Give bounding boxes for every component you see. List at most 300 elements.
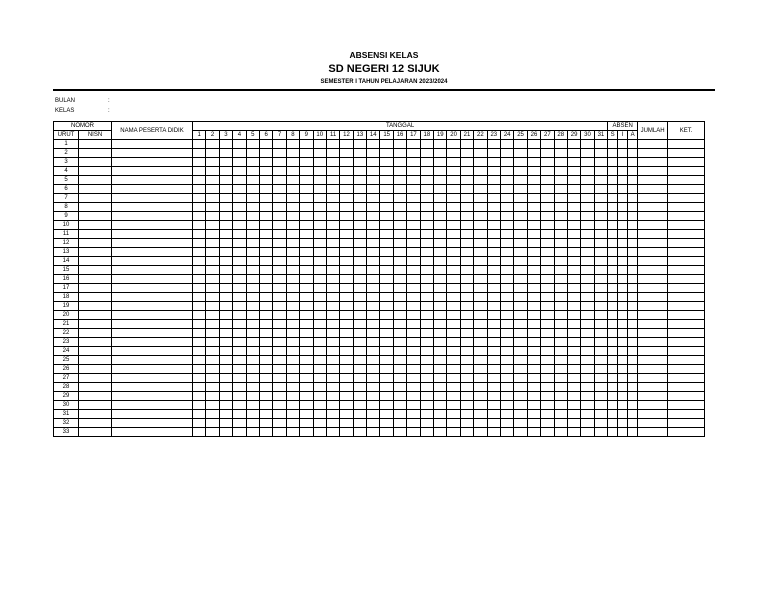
table-cell [567,284,580,293]
table-cell [286,392,299,401]
table-cell [594,158,607,167]
table-cell [594,176,607,185]
table-cell [367,230,380,239]
table-cell [313,356,326,365]
table-cell [407,320,420,329]
table-cell [340,239,353,248]
table-cell [541,320,554,329]
table-cell [393,311,406,320]
table-cell [581,212,594,221]
table-cell [460,374,473,383]
table-cell [393,410,406,419]
table-cell [460,302,473,311]
table-cell [273,257,286,266]
table-cell [608,311,618,320]
table-cell [500,185,513,194]
table-cell [581,167,594,176]
table-cell [567,365,580,374]
table-cell [367,176,380,185]
table-cell [353,158,366,167]
table-cell [193,392,206,401]
table-cell [567,401,580,410]
table-cell [300,185,313,194]
day-header: 20 [447,131,460,140]
table-row [54,149,705,158]
table-cell [313,401,326,410]
table-cell [246,140,259,149]
table-cell [246,428,259,437]
table-cell [407,167,420,176]
table-cell [380,329,393,338]
table-cell [581,203,594,212]
table-cell [407,257,420,266]
table-cell [567,275,580,284]
table-cell [246,410,259,419]
table-cell [206,401,219,410]
table-cell [313,365,326,374]
table-cell [608,284,618,293]
table-cell [628,356,638,365]
table-cell [367,257,380,266]
table-cell [608,239,618,248]
table-cell [554,329,567,338]
table-cell [286,257,299,266]
table-cell [434,410,447,419]
table-cell [193,194,206,203]
table-cell [527,311,540,320]
table-cell [233,347,246,356]
table-cell [487,140,500,149]
table-cell [447,383,460,392]
table-cell [206,329,219,338]
table-cell [567,392,580,401]
table-cell [608,320,618,329]
table-cell [668,428,705,437]
day-header: 18 [420,131,433,140]
table-cell [567,167,580,176]
table-cell [628,428,638,437]
row-number: 18 [54,293,79,302]
table-cell [474,365,487,374]
table-cell [608,194,618,203]
table-cell [367,338,380,347]
table-cell [567,140,580,149]
table-cell [273,410,286,419]
table-cell [407,392,420,401]
table-cell [313,311,326,320]
table-row [54,176,705,185]
table-cell [608,176,618,185]
table-cell [79,275,112,284]
info-bulan [55,98,110,104]
table-cell [420,149,433,158]
table-cell [460,419,473,428]
table-cell [618,230,628,239]
table-cell [628,284,638,293]
table-cell [434,176,447,185]
table-cell [420,311,433,320]
table-cell [286,365,299,374]
table-cell [313,212,326,221]
student-name-cell [112,230,193,239]
table-cell [393,194,406,203]
table-cell [541,284,554,293]
table-cell [460,248,473,257]
table-cell [273,167,286,176]
table-row [54,293,705,302]
table-cell [326,383,339,392]
table-cell [407,212,420,221]
header-divider [53,89,715,91]
table-cell [367,221,380,230]
table-cell [246,203,259,212]
table-cell [206,149,219,158]
table-cell [233,374,246,383]
table-cell [474,338,487,347]
table-row [54,248,705,257]
table-cell [206,311,219,320]
table-cell [594,239,607,248]
row-number: 22 [54,329,79,338]
table-cell [380,338,393,347]
table-cell [407,329,420,338]
table-cell [273,266,286,275]
table-cell [380,248,393,257]
table-cell [514,185,527,194]
table-cell [638,149,668,158]
table-cell [246,158,259,167]
table-cell [206,140,219,149]
table-cell [313,329,326,338]
table-cell [514,239,527,248]
table-cell [300,167,313,176]
table-cell [581,374,594,383]
table-cell [608,185,618,194]
table-cell [367,239,380,248]
table-cell [618,176,628,185]
table-cell [618,365,628,374]
table-cell [541,374,554,383]
table-cell [567,248,580,257]
table-cell [393,203,406,212]
table-cell [668,302,705,311]
table-cell [79,221,112,230]
table-cell [219,374,232,383]
table-cell [300,275,313,284]
table-cell [273,311,286,320]
table-cell [246,266,259,275]
table-cell [313,149,326,158]
table-cell [206,266,219,275]
table-cell [407,230,420,239]
table-cell [273,356,286,365]
table-cell [353,302,366,311]
table-cell [286,419,299,428]
table-cell [193,257,206,266]
table-cell [300,383,313,392]
table-cell [393,248,406,257]
table-cell [380,176,393,185]
table-cell [487,428,500,437]
table-cell [541,194,554,203]
table-cell [638,140,668,149]
table-cell [206,239,219,248]
table-cell [581,383,594,392]
table-cell [487,311,500,320]
table-row [54,419,705,428]
table-cell [340,158,353,167]
table-cell [420,158,433,167]
student-name-cell [112,392,193,401]
table-cell [434,338,447,347]
table-cell [259,221,272,230]
table-cell [668,194,705,203]
student-name-cell [112,284,193,293]
table-cell [474,185,487,194]
table-cell [608,167,618,176]
table-cell [668,365,705,374]
table-cell [219,248,232,257]
jumlah-header: JUMLAH [638,122,668,140]
table-cell [219,149,232,158]
table-cell [514,266,527,275]
table-cell [233,401,246,410]
table-cell [340,329,353,338]
table-cell [668,374,705,383]
table-cell [353,320,366,329]
table-cell [487,221,500,230]
table-cell [233,275,246,284]
table-cell [193,419,206,428]
table-cell [638,284,668,293]
table-cell [500,158,513,167]
student-name-cell [112,167,193,176]
table-cell [326,266,339,275]
table-cell [500,194,513,203]
table-cell [638,239,668,248]
table-cell [193,365,206,374]
table-row [54,158,705,167]
student-name-cell [112,257,193,266]
day-header: 31 [594,131,607,140]
table-cell [618,392,628,401]
table-cell [79,356,112,365]
table-cell [380,383,393,392]
row-number: 10 [54,221,79,230]
table-cell [300,257,313,266]
table-cell [380,374,393,383]
table-cell [286,239,299,248]
table-cell [206,293,219,302]
table-cell [259,185,272,194]
table-cell [300,176,313,185]
table-cell [79,194,112,203]
table-cell [286,329,299,338]
table-cell [447,410,460,419]
table-cell [581,392,594,401]
day-header: 30 [581,131,594,140]
table-cell [581,356,594,365]
table-cell [219,284,232,293]
table-cell [527,383,540,392]
table-cell [514,221,527,230]
table-cell [554,257,567,266]
absen-header: ABSEN [608,122,638,131]
table-cell [628,221,638,230]
table-cell [273,302,286,311]
row-number: 29 [54,392,79,401]
table-row [54,203,705,212]
table-cell [380,230,393,239]
table-cell [393,176,406,185]
table-cell [447,221,460,230]
table-cell [79,320,112,329]
table-cell [500,347,513,356]
table-cell [581,176,594,185]
table-cell [219,356,232,365]
table-cell [628,419,638,428]
table-cell [594,203,607,212]
table-cell [554,203,567,212]
table-cell [541,356,554,365]
table-cell [500,275,513,284]
table-cell [638,428,668,437]
table-cell [206,212,219,221]
table-cell [500,338,513,347]
table-cell [460,167,473,176]
table-cell [541,410,554,419]
table-cell [326,239,339,248]
table-cell [581,284,594,293]
table-cell [233,284,246,293]
table-cell [460,284,473,293]
table-cell [487,383,500,392]
table-row [54,329,705,338]
table-cell [618,140,628,149]
table-cell [668,185,705,194]
table-cell [393,365,406,374]
table-cell [668,149,705,158]
table-cell [541,329,554,338]
table-cell [313,239,326,248]
table-cell [246,212,259,221]
table-cell [474,275,487,284]
info-bulan-label: BULAN [55,98,76,104]
table-cell [313,410,326,419]
table-cell [638,230,668,239]
table-cell [219,230,232,239]
table-cell [618,329,628,338]
table-cell [393,167,406,176]
day-header: 15 [380,131,393,140]
table-cell [420,347,433,356]
table-cell [594,311,607,320]
row-number: 17 [54,284,79,293]
table-cell [367,302,380,311]
table-cell [608,149,618,158]
table-cell [460,338,473,347]
table-cell [300,212,313,221]
table-cell [233,167,246,176]
table-cell [407,221,420,230]
table-cell [273,185,286,194]
row-number: 26 [54,365,79,374]
table-cell [668,401,705,410]
table-cell [608,158,618,167]
table-cell [638,338,668,347]
table-cell [487,329,500,338]
table-cell [313,257,326,266]
table-cell [273,419,286,428]
table-cell [219,275,232,284]
student-name-cell [112,428,193,437]
info-bulan-sep: : [108,98,110,104]
table-cell [608,266,618,275]
table-cell [380,302,393,311]
table-cell [608,428,618,437]
table-cell [594,356,607,365]
table-cell [581,347,594,356]
table-cell [206,428,219,437]
table-cell [434,257,447,266]
table-cell [618,284,628,293]
student-name-cell [112,320,193,329]
table-cell [460,311,473,320]
table-cell [353,284,366,293]
table-cell [420,401,433,410]
table-cell [514,293,527,302]
table-cell [434,311,447,320]
table-cell [567,221,580,230]
table-cell [313,293,326,302]
table-cell [487,257,500,266]
table-cell [500,320,513,329]
table-cell [79,185,112,194]
table-cell [567,383,580,392]
row-number: 8 [54,203,79,212]
table-cell [447,311,460,320]
table-cell [638,293,668,302]
table-cell [554,293,567,302]
table-cell [313,230,326,239]
table-cell [286,410,299,419]
table-cell [313,428,326,437]
table-cell [340,320,353,329]
info-kelas-sep: : [108,108,110,114]
header-row-1 [54,122,705,131]
table-cell [393,293,406,302]
table-cell [638,374,668,383]
table-cell [594,185,607,194]
table-cell [487,401,500,410]
table-cell [259,365,272,374]
table-cell [668,347,705,356]
day-header: 8 [286,131,299,140]
table-cell [219,410,232,419]
table-cell [527,329,540,338]
table-cell [487,419,500,428]
table-cell [474,320,487,329]
table-cell [487,365,500,374]
table-cell [300,347,313,356]
table-cell [594,329,607,338]
table-cell [638,383,668,392]
table-cell [487,203,500,212]
table-cell [618,239,628,248]
table-row [54,383,705,392]
table-cell [340,392,353,401]
table-cell [500,365,513,374]
